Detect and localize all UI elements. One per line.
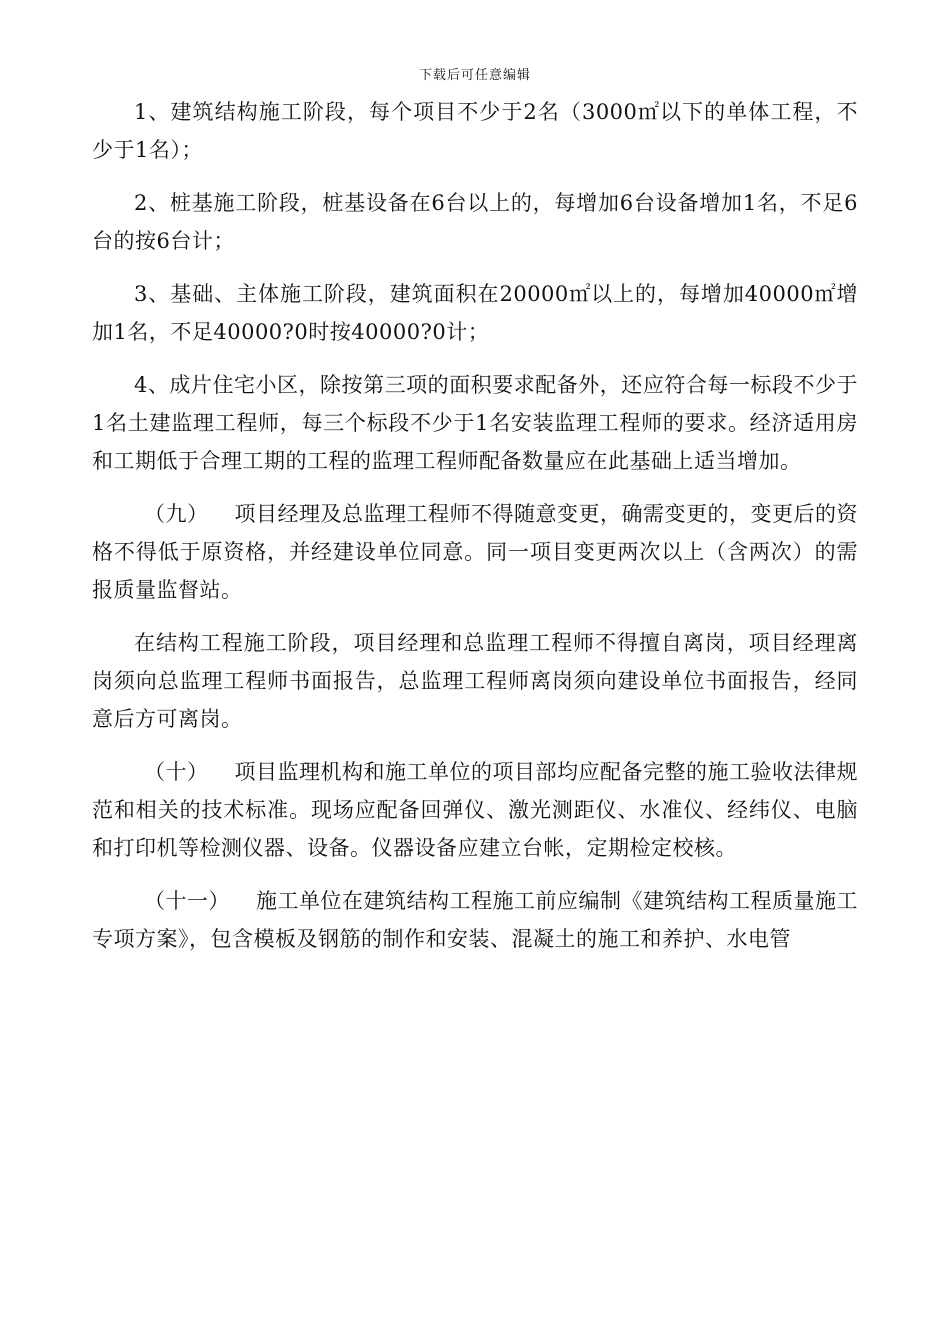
list-item-1: 1、建筑结构施工阶段，每个项目不少于2名（3000㎡以下的单体工程，不少于1名）； [92,100,858,162]
section-10-paragraph [92,753,858,867]
page-header: 下载后可任意编辑 [418,68,531,83]
section-11-label: （十一） [144,889,230,913]
list-item-3: 3、基础、主体施工阶段，建筑面积在20000㎡以上的，每增加40000㎡增加1名，不足40000?0时按40000?0计； [92,282,858,344]
section-9-paragraph [92,495,858,609]
section-9-note-paragraph: 在结构工程施工阶段，项目经理和总监理工程师不得擅自离岗，项目经理离岗须向总监理工程师书面报告，总监理工程师离岗须向建设单位书面报告，经同意后方可离岗。 [92,631,858,731]
section-11-text: 施工单位在建筑结构工程施工前应编制《建筑结构工程质量施工专项方案》，包含模板及钢筋的制作和安装、混凝土的施工和养护、水电管 [92,889,858,951]
section-9-label: （九） [144,502,209,526]
section-10-text: 项目监理机构和施工单位的项目部均应配备完整的施工验收法律规范和相关的技术标准。现场应配备回弹仪、激光测距仪、水准仪、经纬仪、电脑和打印机等检测仪器、设备。仪器设备应建立台帐，定期检定校核。 [92,760,858,860]
section-11-paragraph [92,882,858,958]
document-body [92,93,858,958]
section-9-text: 项目经理及总监理工程师不得随意变更，确需变更的，变更后的资格不得低于原资格，并经建设单位同意。同一项目变更两次以上（含两次）的需报质量监督站。 [92,502,858,602]
list-item-2: 2、桩基施工阶段，桩基设备在6台以上的，每增加6台设备增加1名，不足6台的按6台计； [92,191,858,253]
section-10-label: （十） [144,760,209,784]
list-item-4: 4、成片住宅小区，除按第三项的面积要求配备外，还应符合每一标段不少于1名土建监理工程师，每三个标段不少于1名安装监理工程师的要求。经济适用房和工期低于合理工期的工程的监理工程师配备数量应在此基础上适当增加。 [92,373,858,473]
